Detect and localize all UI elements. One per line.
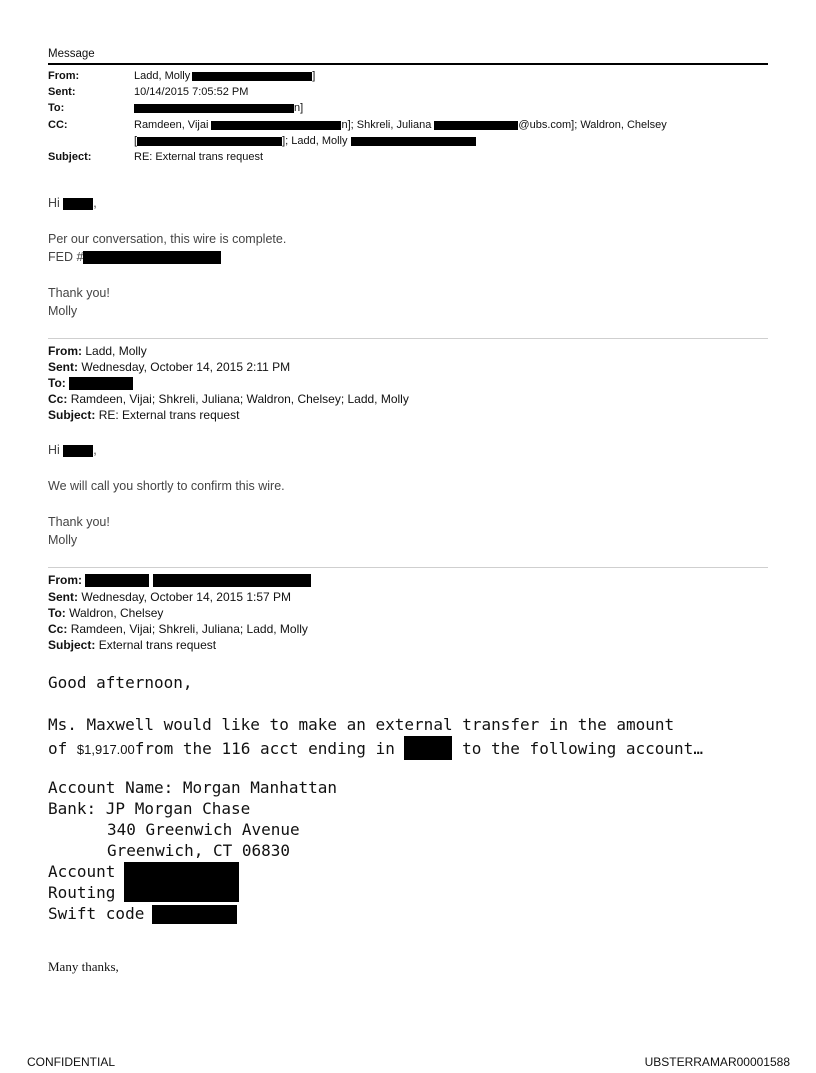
msg2-line: We will call you shortly to confirm this wire.	[48, 479, 285, 493]
footer-bates-number: UBSTERRAMAR00001588	[644, 1055, 790, 1069]
sent-label: Sent:	[48, 86, 76, 98]
msg3-sent	[48, 590, 291, 604]
msg1-fed	[48, 250, 221, 264]
account-routing-redaction	[124, 862, 239, 902]
msg1-greeting	[48, 196, 97, 210]
text-acct: from the 116 acct ending in	[134, 739, 395, 758]
from-label: From:	[48, 70, 80, 82]
msg3-subject	[48, 638, 216, 652]
bank-name: Bank: JP Morgan Chase	[48, 799, 251, 818]
cc-name-2: n]; Shkreli, Juliana	[341, 119, 432, 131]
msg2-sent	[48, 360, 290, 374]
redaction	[351, 137, 476, 146]
redaction	[153, 574, 311, 587]
cc-label: CC:	[48, 119, 68, 131]
sent-label: Sent:	[48, 360, 78, 374]
msg1-line: Per our conversation, this wire is complete.	[48, 232, 287, 246]
from-value: Ladd, Molly	[85, 344, 147, 358]
redaction	[404, 736, 452, 760]
redaction	[69, 377, 133, 390]
to-label: To:	[48, 606, 66, 620]
redaction	[83, 251, 221, 264]
greeting-end: ,	[93, 196, 97, 210]
sent-value: 10/14/2015 7:05:52 PM	[134, 86, 249, 98]
to-value: Waldron, Chelsey	[69, 606, 164, 620]
from-label: From:	[48, 573, 82, 587]
fed-label: FED #	[48, 250, 84, 264]
redaction	[85, 574, 149, 587]
msg3-line-1: Ms. Maxwell would like to make an external transfer in the amount	[48, 715, 675, 734]
greeting-text: Hi	[48, 196, 60, 210]
cc-bracket: [	[134, 135, 138, 147]
sent-label: Sent:	[48, 590, 78, 604]
cc-value: Ramdeen, Vijai; Shkreli, Juliana; Waldron, Chelsey; Ladd, Molly	[70, 392, 409, 406]
redaction	[434, 121, 518, 130]
bank-address-2: Greenwich, CT 06830	[107, 841, 291, 860]
greeting-end: ,	[93, 443, 97, 457]
msg1-sign: Molly	[48, 304, 78, 318]
cc-line-1	[134, 119, 667, 131]
msg2-to	[48, 376, 133, 390]
swift-label: Swift code	[48, 904, 145, 923]
text-of: of	[48, 739, 68, 758]
subject-value: RE: External trans request	[134, 151, 264, 163]
from-value	[134, 70, 315, 82]
msg3-greeting: Good afternoon,	[48, 673, 193, 692]
msg3-cc	[48, 622, 308, 636]
msg2-cc	[48, 392, 409, 406]
footer-confidential: CONFIDENTIAL	[27, 1055, 116, 1069]
redaction	[134, 104, 294, 113]
cc-name-3: @ubs.com]; Waldron, Chelsey	[518, 119, 667, 131]
msg1-thanks: Thank you!	[48, 286, 110, 300]
subject-label: Subject:	[48, 638, 96, 652]
header-rule	[48, 63, 768, 65]
redaction	[63, 198, 93, 210]
subject-value: External trans request	[98, 638, 217, 652]
subject-label: Subject:	[48, 408, 96, 422]
subject-value: RE: External trans request	[98, 408, 240, 422]
cc-line-2	[134, 135, 476, 147]
redaction	[137, 137, 282, 146]
from-label: From:	[48, 344, 82, 358]
cc-name-1: Ramdeen, Vijai	[134, 119, 209, 131]
from-suffix: ]	[312, 70, 316, 82]
text-following: to the following account…	[462, 739, 703, 758]
cc-value: Ramdeen, Vijai; Shkreli, Juliana; Ladd, Molly	[70, 622, 308, 636]
to-label: To:	[48, 102, 65, 114]
redaction	[192, 72, 312, 81]
cc-label: Cc:	[48, 392, 68, 406]
account-label: Account	[48, 862, 116, 881]
msg3-line-2	[48, 736, 703, 760]
to-suffix: n]	[294, 102, 304, 114]
msg3-from	[48, 573, 311, 587]
msg2-from	[48, 344, 147, 358]
msg2-sign: Molly	[48, 533, 78, 547]
swift-redaction	[152, 905, 237, 924]
separator	[48, 338, 768, 339]
sent-value: Wednesday, October 14, 2015 2:11 PM	[81, 360, 291, 374]
greeting-text: Hi	[48, 443, 60, 457]
account-name: Account Name: Morgan Manhattan	[48, 778, 337, 797]
msg2-greeting	[48, 443, 97, 457]
to-value	[134, 102, 303, 114]
from-name: Ladd, Molly	[134, 70, 191, 82]
cc-label: Cc:	[48, 622, 68, 636]
redaction	[63, 445, 93, 457]
to-label: To:	[48, 376, 66, 390]
separator	[48, 567, 768, 568]
closing: Many thanks,	[48, 959, 119, 974]
msg3-to	[48, 606, 163, 620]
cc-name-4: ]; Ladd, Molly	[282, 135, 348, 147]
transfer-amount: $1,917.00	[76, 742, 135, 757]
subject-label: Subject:	[48, 151, 92, 163]
msg2-thanks: Thank you!	[48, 515, 110, 529]
msg2-subject	[48, 408, 239, 422]
bank-address-1: 340 Greenwich Avenue	[107, 820, 300, 839]
redaction	[211, 121, 341, 130]
routing-label: Routing	[48, 883, 116, 902]
message-label: Message	[48, 48, 95, 60]
sent-value: Wednesday, October 14, 2015 1:57 PM	[81, 590, 292, 604]
